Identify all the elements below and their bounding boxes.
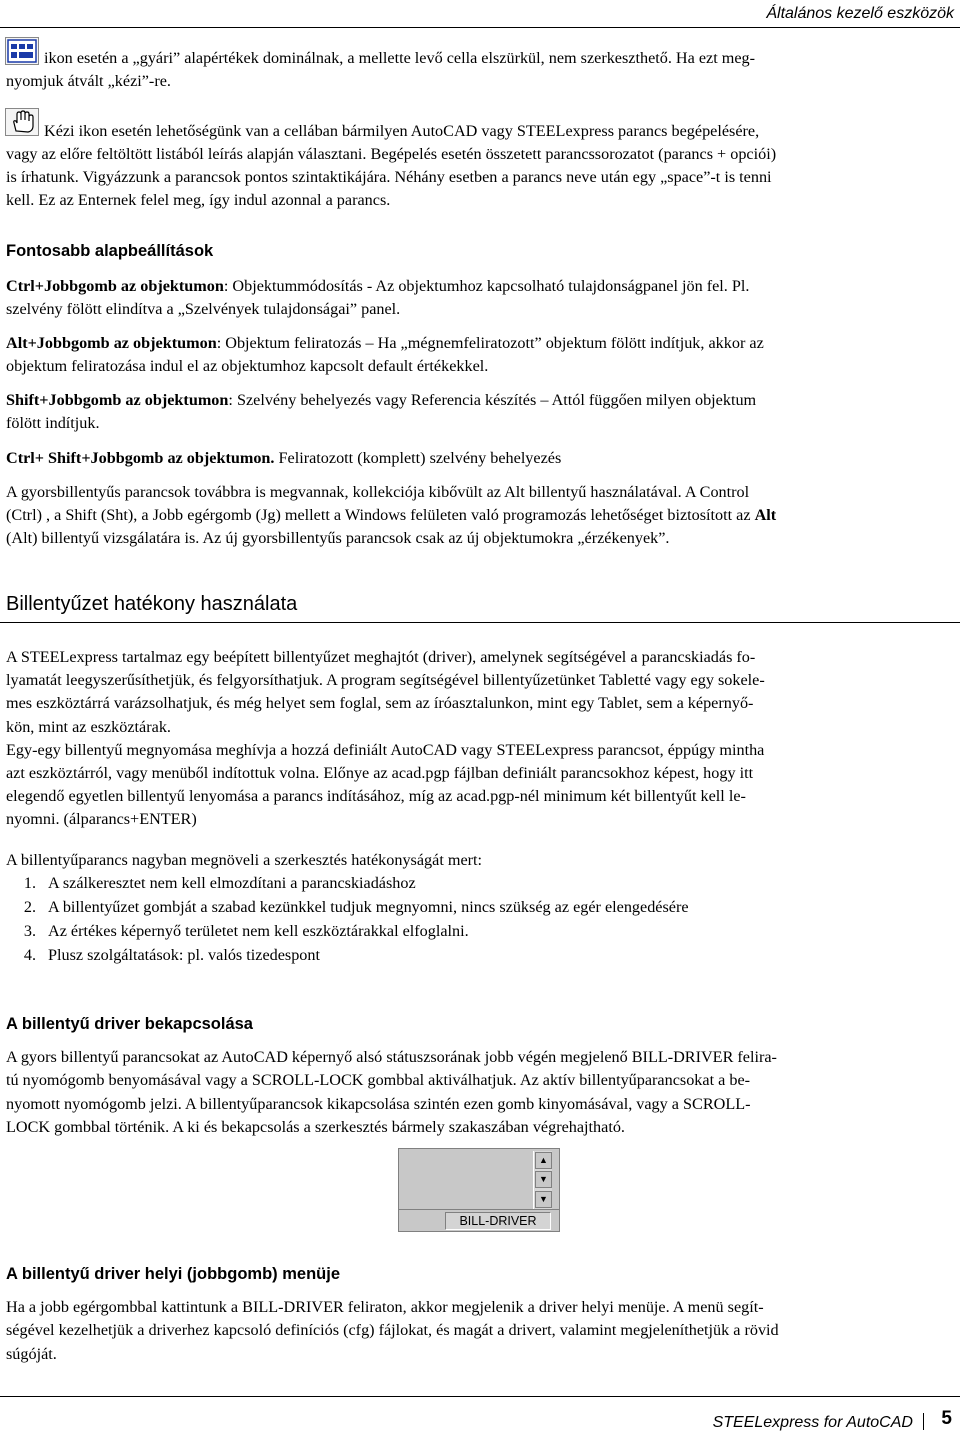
shift-line2: fölött indítjuk.: [6, 414, 100, 432]
bill-driver-button[interactable]: BILL-DRIVER: [445, 1212, 551, 1230]
list-text: A szálkeresztet nem kell elmozdítani a parancskiadáshoz: [48, 874, 416, 892]
summary-line2: [6, 504, 946, 527]
keyboard-line: Egy-egy billentyű megnyomása meghívja a hozzá definiált AutoCAD vagy STEELexpress parancsot, éppúgy mintha: [6, 740, 765, 759]
para-manual-line1: Kézi ikon esetén lehetőségünk van a cellában bármilyen AutoCAD vagy STEELexpress parancs begépelésére,: [44, 122, 760, 140]
keyboard-line: mes eszköztárrá varázsolhatjuk, és még helyet sem foglal, sem az íróasztalunkon, mint egy Tablet, sem a képernyő-: [6, 694, 754, 713]
section-defaults-title: Fontosabb alapbeállítások: [6, 242, 214, 260]
driver-on-paragraph: [6, 1046, 946, 1139]
footer: [713, 1411, 930, 1434]
keyboard-line: kön, mint az eszköztárak.: [6, 717, 171, 736]
header-rule: [0, 27, 960, 28]
ctrl-desc: : Objektummódosítás - Az objektumhoz kapcsolható tulajdonságpanel jön fel. Pl.: [223, 277, 750, 295]
para-manual-line3: is írhatunk. Vigyázzunk a parancsok pontos szintaktikájára. Néhány esetben a parancs neve után egy „space”-t is tenni: [6, 168, 772, 186]
menu-line: súgóját.: [6, 1344, 57, 1363]
scroll-up-icon[interactable]: ▲: [535, 1152, 552, 1169]
benefits-list: [6, 872, 946, 972]
ctrl-line2: szelvény fölött elindítva a „Szelvények tulajdonságai” panel.: [6, 300, 401, 318]
page-number: 5: [941, 1408, 952, 1429]
ctrlshift-line: [6, 447, 946, 470]
list-text: Plusz szolgáltatások: pl. valós tizedespont: [48, 946, 320, 964]
ctrl-line1: [6, 275, 946, 298]
list-number: 4.: [23, 946, 36, 964]
ctrlshift-key: Ctrl+ Shift+Jobbgomb az objektumon.: [6, 449, 275, 467]
alt-line1: [6, 332, 946, 355]
list-number: 2.: [23, 898, 36, 916]
menu-paragraph: [6, 1296, 946, 1366]
para-manual-line4: kell. Ez az Enternek felel meg, így indul azonnal a parancs.: [6, 191, 391, 209]
section-keyboard-title: Billentyűzet hatékony használata: [6, 593, 298, 615]
shift-desc: : Szelvény behelyezés vagy Referencia készítés – Attól függően milyen objektum: [228, 391, 757, 409]
ctrlshift-desc: Feliratozott (komplett) szelvény behelyezés: [274, 449, 562, 467]
auto-values-icon: [5, 37, 39, 65]
keyboard-line: nyomni. (álparancs+ENTER): [6, 810, 197, 829]
footer-separator: [923, 1413, 924, 1430]
summary-line2-text: (Ctrl) , a Shift (Sht), a Jobb egérgomb (Jg) mellett a Windows felületen való programozás lehetőséget biztosított az: [6, 506, 755, 524]
section-driver-on-title: A billentyű driver bekapcsolása: [6, 1015, 253, 1033]
footer-title: STEELexpress for AutoCAD: [712, 1414, 913, 1431]
section-keyboard-rule: [0, 622, 960, 623]
keyboard-paragraph: [6, 646, 946, 832]
shift-key: Shift+Jobbgomb az objektumon: [6, 391, 229, 409]
list-intro: A billentyűparancs nagyban megnöveli a szerkesztés hatékonyságát mert:: [6, 851, 483, 869]
scroll-down-icon[interactable]: ▼: [535, 1191, 552, 1208]
keyboard-line: lyamatát leegyszerűsíthetjük, és felgyorsíthatjuk. A program segítségével billentyűzetünket Tabletté vagy egy sokele-: [6, 671, 765, 690]
alt-key: Alt+Jobbgomb az objektumon: [6, 334, 217, 352]
list-text: A billentyűzet gombját a szabad kezünkkel tudjuk megnyomni, nincs szükség az egér elengedésére: [48, 898, 689, 916]
hand-icon: [5, 108, 39, 136]
alt-desc: : Objektum feliratozás – Ha „mégnemfeliratozott” objektum fölött indítjuk, akkor az: [216, 334, 764, 352]
summary-line3: (Alt) billentyű vizsgálatára is. Az új gyorsbillentyűs parancsok csak az új objektumokra „érzékenyek”.: [6, 529, 670, 547]
keyboard-line: A STEELexpress tartalmaz egy beépített billentyűzet meghajtót (driver), amelynek segítségével a parancskiadás fo-: [6, 648, 756, 666]
driver-on-line: tú nyomógomb benyomásával vagy a SCROLL-LOCK gombbal aktiválhatjuk. Az aktív billentyűparancsokat a be-: [6, 1071, 751, 1090]
list-text: Az értékes képernyő területet nem kell eszköztárakkal elfoglalni.: [48, 922, 469, 940]
para-auto-line2: nyomjuk átvált „kézi”-re.: [6, 72, 171, 90]
para-manual-line2: vagy az előre feltöltött listából leírás alapján választani. Begépelés esetén összetett parancssorozatot (parancs + opciói): [6, 145, 777, 163]
summary-line1: A gyorsbillentyűs parancsok továbbra is megvannak, kollekciója kibővült az Alt billentyű használatával. A Control: [6, 483, 750, 501]
keyboard-line: elegendő egyetlen billentyű lenyomása a parancs indításához, míg az acad.pgp-nél minimum két billentyűt kell le-: [6, 787, 746, 806]
list-number: 3.: [23, 922, 36, 940]
menu-line: ségével kezelhetjük a driverhez kapcsoló definíciós (cfg) fájlokat, és magát a drivert, valamint megjeleníthetjük a rövid: [6, 1321, 779, 1340]
summary-alt-bold: Alt: [754, 506, 777, 524]
driver-on-line: A gyors billentyű parancsokat az AutoCAD képernyő alsó státuszsorának jobb végén megjelenő BILL-DRIVER felira-: [6, 1048, 777, 1066]
shift-line1: [6, 389, 946, 412]
alt-line2: objektum feliratozása indul el az objektumhoz kapcsolt default értékekkel.: [6, 357, 489, 375]
para-auto-line1: ikon esetén a „gyári” alapértékek dominálnak, a mellette levő cella elszürkül, nem szerkeszthető. Ha ezt meg-: [44, 49, 756, 67]
statusbar-divider: [399, 1209, 559, 1210]
list-number: 1.: [23, 874, 36, 892]
scroll-down-icon[interactable]: ▼: [535, 1171, 552, 1188]
menu-line: Ha a jobb egérgombbal kattintunk a BILL-DRIVER feliraton, akkor megjelenik a driver helyi menüje. A menü segít-: [6, 1298, 764, 1316]
section-menu-title: A billentyű driver helyi (jobbgomb) menüje: [6, 1265, 341, 1283]
driver-on-line: nyomott nyomógomb jelzi. A billentyűparancsok kikapcsolása szintén ezen gomb kinyomásával, vagy a SCROLL-: [6, 1094, 751, 1113]
statusbar-screenshot: [398, 1148, 560, 1232]
footer-rule: [0, 1396, 960, 1397]
ctrl-key: Ctrl+Jobbgomb az objektumon: [6, 277, 224, 295]
running-header: Általános kezelő eszközök: [766, 5, 954, 22]
keyboard-line: azt eszköztárról, vagy menüből indítottuk volna. Előnye az acad.pgp fájlban definiált parancsokhoz képest, hogy itt: [6, 764, 754, 783]
scrollbar[interactable]: [533, 1151, 552, 1209]
driver-on-line: LOCK gombbal történik. A ki és bekapcsolás a szerkesztés bármely szakaszában végrehajtható.: [6, 1117, 625, 1136]
